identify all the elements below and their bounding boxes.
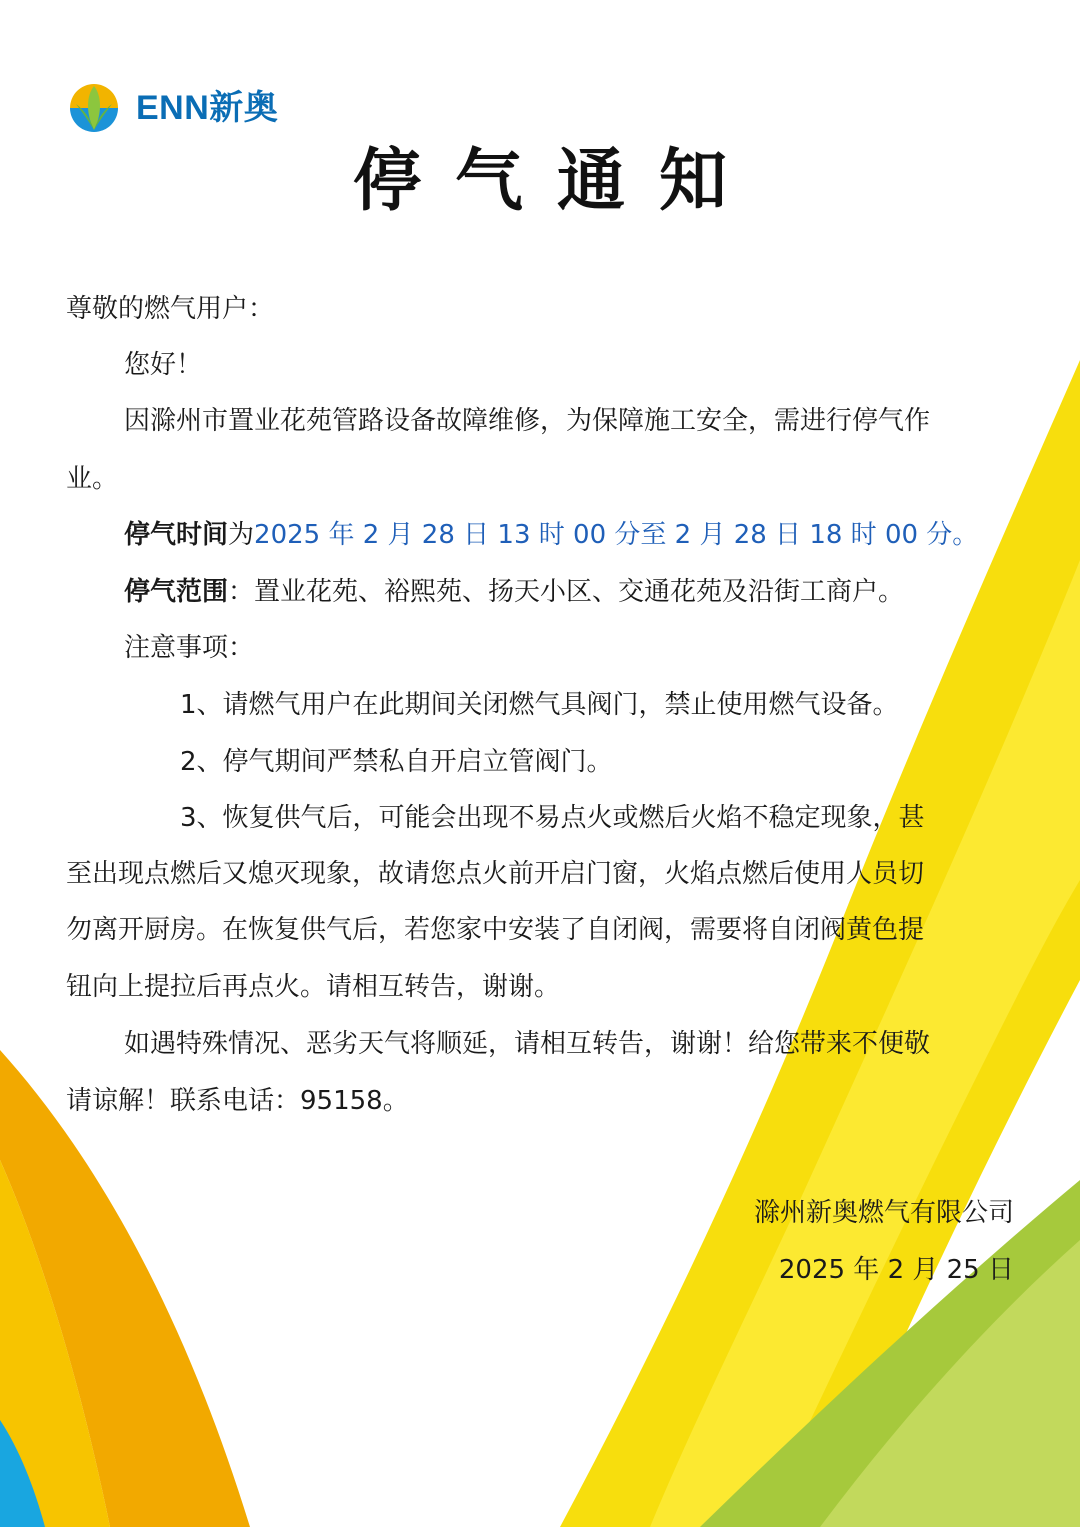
outage-range-label: 停气范围 <box>124 577 229 607</box>
salutation: 尊敬的燃气用户： <box>66 294 275 324</box>
notes-heading: 注意事项： <box>124 633 255 663</box>
note-3-line-3: 勿离开厨房。在恢复供气后，若您家中安装了自闭阀，需要将自闭阀黄色提 <box>66 915 925 945</box>
outage-time-value: 2025 年 2 月 28 日 13 时 00 分至 2 月 28 日 18 时 00 分。 <box>254 520 979 550</box>
reason-line-2: 业。 <box>66 464 119 494</box>
enn-logo-text: ENN新奥 <box>136 89 279 127</box>
notice-date: 2025 年 2 月 25 日 <box>778 1255 1014 1285</box>
notice-title: 停气通知 <box>352 142 761 221</box>
outage-time-label: 停气时间 <box>124 520 229 550</box>
outage-time-connector: 为 <box>228 520 255 550</box>
note-2: 2、停气期间严禁私自开启立管阀门。 <box>180 747 613 777</box>
note-3-line-2: 至出现点燃后又熄灭现象，故请您点火前开启门窗，火焰点燃后使用人员切 <box>66 859 925 889</box>
closing-line-1: 如遇特殊情况、恶劣天气将顺延，请相互转告，谢谢！给您带来不便敬 <box>124 1029 931 1059</box>
closing-line-2: 请谅解！联系电话：95158。 <box>66 1086 409 1116</box>
company-name: 滁州新奥燃气有限公司 <box>753 1198 1014 1228</box>
outage-range <box>124 575 904 609</box>
note-3-line-4: 钮向上提拉后再点火。请相互转告，谢谢。 <box>66 972 561 1002</box>
note-1: 1、请燃气用户在此期间关闭燃气具阀门，禁止使用燃气设备。 <box>180 690 899 720</box>
note-3-line-1: 3、恢复供气后，可能会出现不易点火或燃后火焰不稳定现象，甚 <box>180 803 925 833</box>
enn-logo <box>64 78 294 138</box>
outage-time <box>124 518 978 552</box>
enn-logo-icon <box>64 78 124 138</box>
greeting: 您好！ <box>124 350 203 380</box>
reason-line-1: 因滁州市置业花苑管路设备故障维修，为保障施工安全，需进行停气作 <box>124 406 931 436</box>
outage-range-value: ：置业花苑、裕熙苑、扬天小区、交通花苑及沿街工商户。 <box>228 577 905 607</box>
